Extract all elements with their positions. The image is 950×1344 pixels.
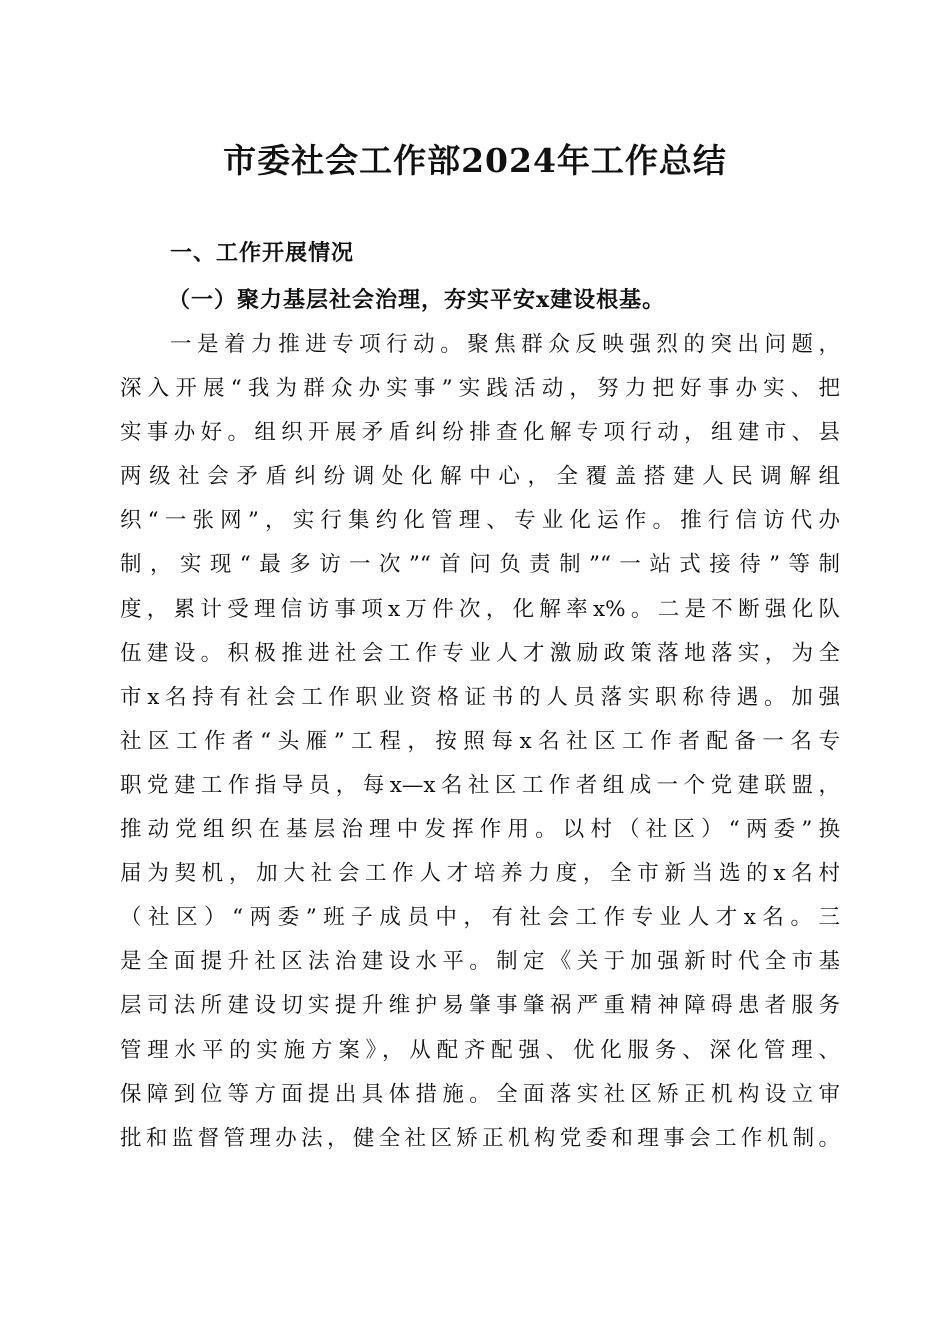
body-line: 制，实现“最多访一次”“首问负责制”“一站式接待”等制 <box>120 552 840 578</box>
page-title: 市委社会工作部2024年工作总结 <box>223 141 727 180</box>
body-line: 推动党组织在基层治理中发挥作用。以村（社区）“两委”换 <box>120 817 840 843</box>
subsection-heading: （一）聚力基层社会治理，夯实平安x建设根基。 <box>168 287 666 313</box>
body-line: 一是着力推进专项行动。聚焦群众反映强烈的突出问题， <box>170 332 840 357</box>
body-line: 届为契机，加大社会工作人才培养力度，全市新当选的x名村 <box>120 861 840 887</box>
body-line: （社区）“两委”班子成员中，有社会工作专业人才x名。三 <box>120 905 840 931</box>
body-paragraph <box>120 327 840 1165</box>
body-line: 织“一张网”，实行集约化管理、专业化运作。推行信访代办 <box>120 508 840 534</box>
body-line: 是全面提升社区法治建设水平。制定《关于加强新时代全市基 <box>120 949 840 975</box>
body-line: 职党建工作指导员，每x—x名社区工作者组成一个党建联盟， <box>120 772 840 798</box>
body-line: 深入开展“我为群众办实事”实践活动，努力把好事办实、把 <box>120 376 840 402</box>
section-heading: 一、工作开展情况 <box>170 241 355 266</box>
body-line: 管理水平的实施方案》，从配齐配强、优化服务、深化管理、 <box>120 1037 840 1063</box>
body-line: 伍建设。积极推进社会工作专业人才激励政策落地落实，为全 <box>120 640 840 666</box>
body-line: 社区工作者“头雁”工程，按照每x名社区工作者配备一名专 <box>120 728 840 754</box>
body-line: 保障到位等方面提出具体措施。全面落实社区矫正机构设立审 <box>120 1081 840 1107</box>
body-line: 度，累计受理信访事项x万件次，化解率x%。二是不断强化队 <box>120 596 840 622</box>
body-line: 市x名持有社会工作职业资格证书的人员落实职称待遇。加强 <box>120 684 840 710</box>
body-line: 层司法所建设切实提升维护易肇事肇祸严重精神障碍患者服务 <box>120 993 840 1019</box>
body-line: 批和监督管理办法，健全社区矫正机构党委和理事会工作机制。 <box>120 1125 840 1151</box>
body-line: 两级社会矛盾纠纷调处化解中心，全覆盖搭建人民调解组 <box>120 464 840 490</box>
body-line: 实事办好。组织开展矛盾纠纷排查化解专项行动，组建市、县 <box>120 420 840 446</box>
